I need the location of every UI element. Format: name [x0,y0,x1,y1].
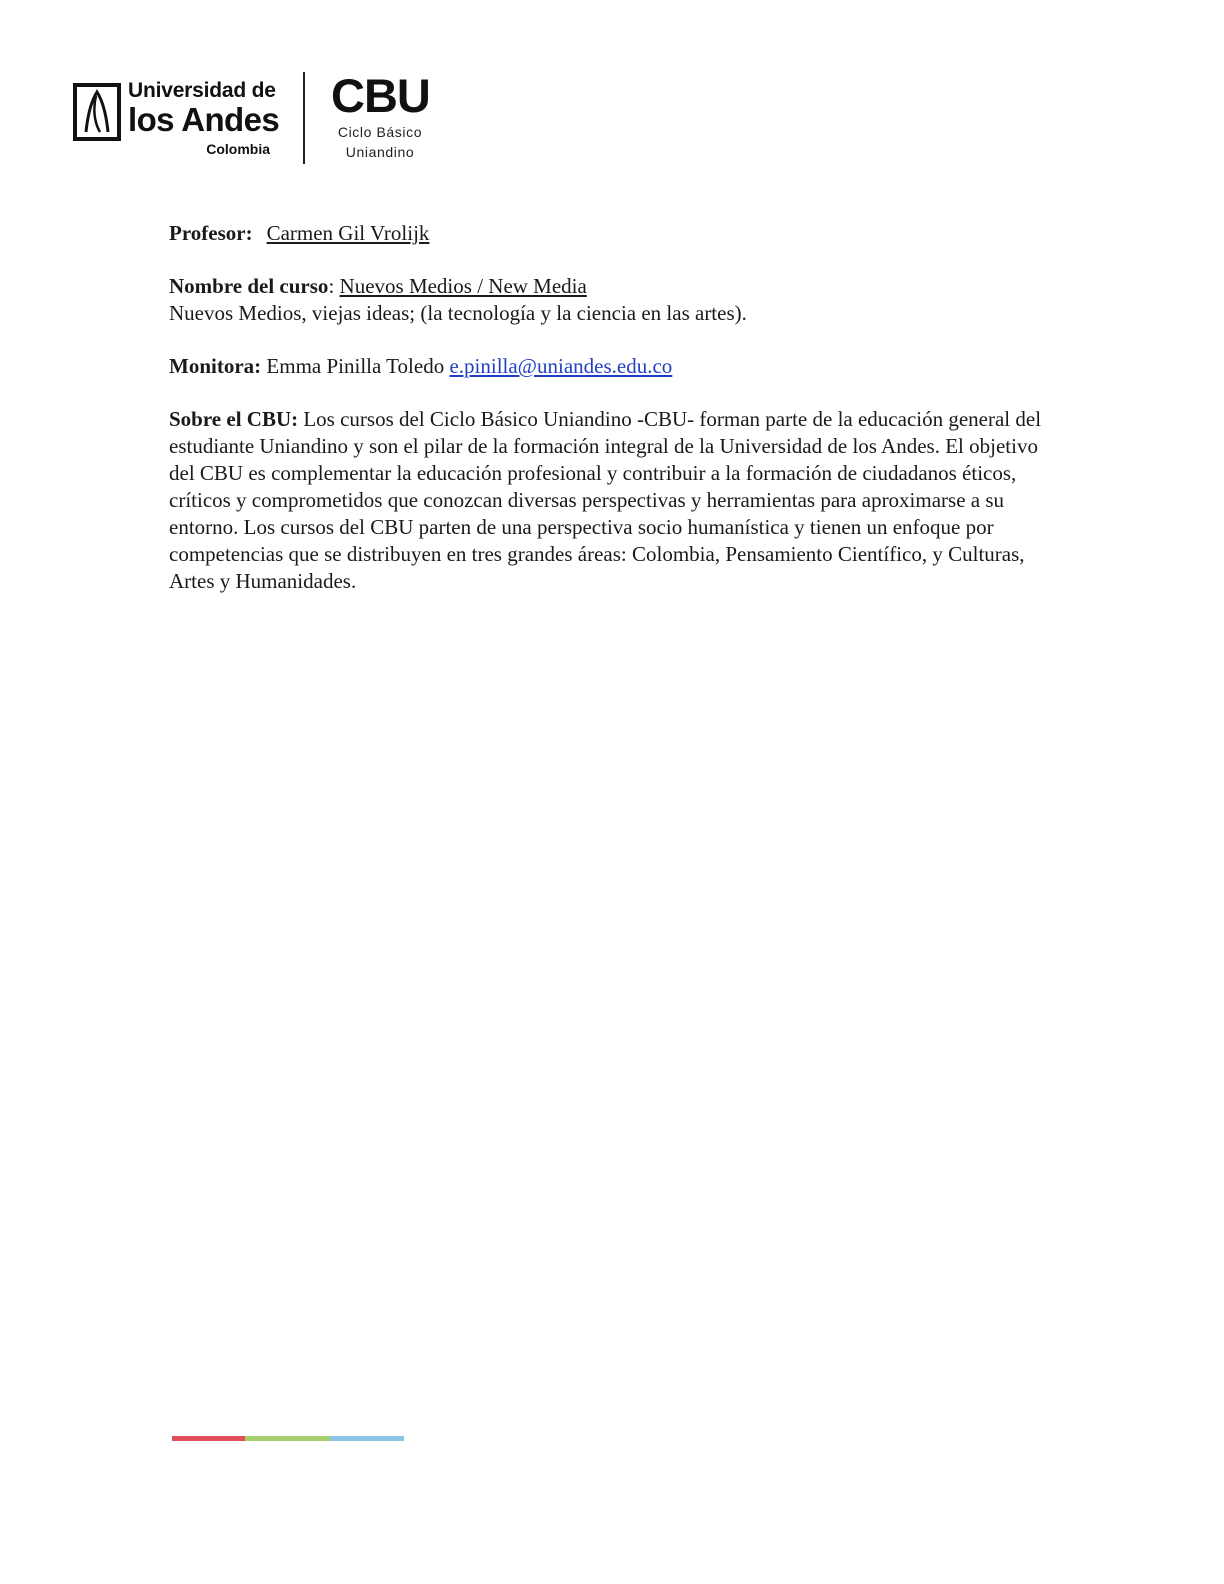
course-name: Nuevos Medios / New Media [339,274,587,298]
university-name-line1: Universidad de [128,79,276,102]
footer-bar-red [172,1436,245,1441]
university-name-line2: los Andes [128,101,280,138]
blurred-description-p2 [169,809,1049,836]
monitora-name: Emma Pinilla Toledo [266,354,445,378]
blurred-description-p1 [169,729,1049,783]
blurred-info-line [169,595,1049,622]
footer-bar-blue [330,1436,404,1441]
document-body [169,220,1049,1318]
monitora-row [169,353,1049,380]
profesor-label: Profesor: [169,221,253,245]
blurred-description-p4 [169,1023,1049,1104]
cbu-subtitle [331,123,429,162]
footer-bar-green [245,1436,330,1441]
cbu-paragraph [169,406,1049,595]
university-name [128,80,279,156]
course-name-label: Nombre del curso [169,274,329,298]
universidad-de-los-andes-logo [72,76,282,162]
blurred-description-title [169,676,1049,703]
university-country: Colombia [206,141,270,157]
cbu-text: Los cursos del Ciclo Básico Uniandino -CBU- forman parte de la educación general del estudiante Uniandino y son el pilar de la formación integral de la Universidad de los Andes. El objetivo del CBU es complementar la educación profesional y contribuir a la formación de ciudadanos éticos, críticos y comprometidos que conozcan diversas perspectivas y herramientas para aproximarse a su entorno. Los cursos del CBU parten de una perspectiva socio humanística y tienen un enfoque por competencias que se distribuyen en tres grandes áreas: Colombia, Pensamiento Científico, y Culturas, Artes y Humanidades. [169,407,1042,593]
cbu-logo [331,69,451,168]
blurred-content [169,595,1049,1318]
course-subtitle: Nuevos Medios, viejas ideas; (la tecnología y la ciencia en las artes). [169,301,747,325]
cbu-subtitle-line2: Uniandino [345,143,415,160]
cbu-label: Sobre el CBU: [169,407,299,431]
cbu-subtitle-line1: Ciclo Básico [337,124,423,140]
cbu-wordmark: CBU [331,69,430,122]
blurred-objectives-title [169,1184,1049,1211]
monitora-email-link[interactable]: e.pinilla@uniandes.edu.co [449,354,673,378]
footer-color-bars [172,1436,404,1441]
blurred-objectives-p1 [169,1237,1049,1318]
page-header [72,69,492,168]
monitora-label: Monitora: [169,354,262,378]
los-andes-emblem-icon [72,82,122,142]
profesor-name: Carmen Gil Vrolijk [266,221,430,245]
course-name-row: Nombre del curso: Nuevos Medios / New Media [169,274,587,298]
blurred-description-p3 [169,862,1049,997]
profesor-row [169,220,1049,247]
logo-divider [303,72,305,164]
